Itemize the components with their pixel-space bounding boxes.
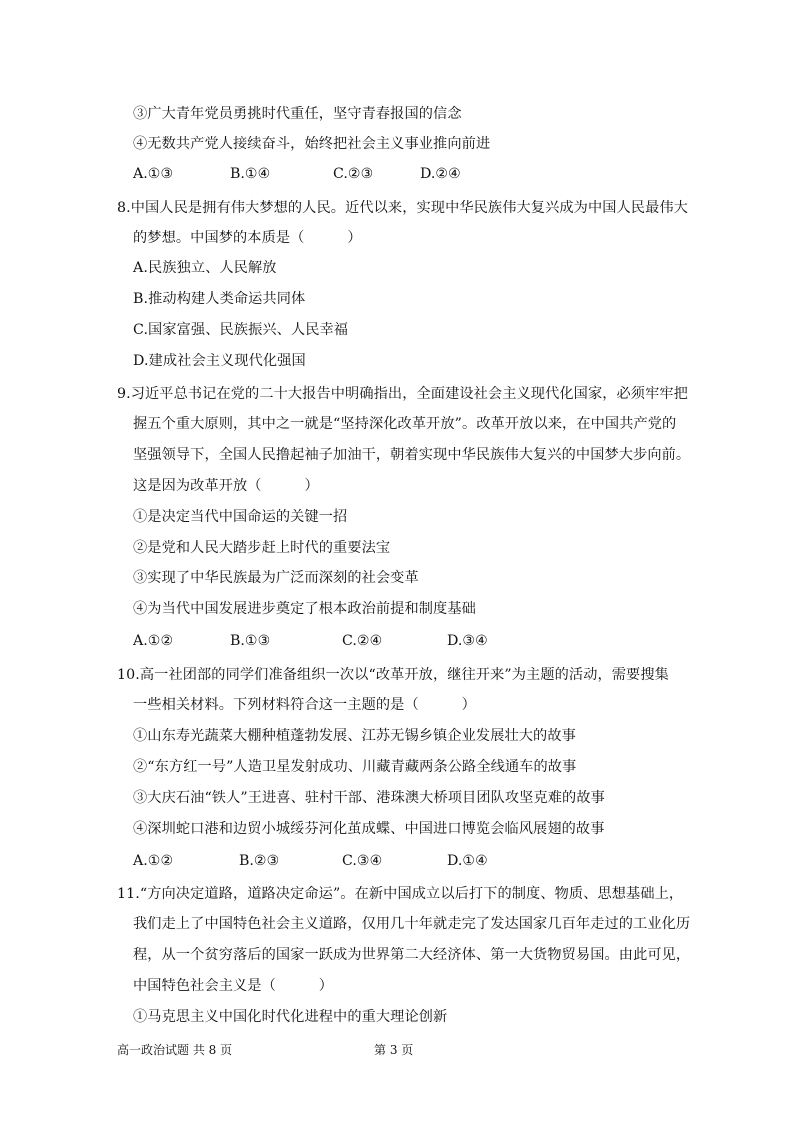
q10-item-2: ②“东方红一号”人造卫星发射成功、川藏青藏两条公路全线通车的故事	[133, 759, 577, 775]
q9-stem-line-3: 坚强领导下，全国人民撸起袖子加油干，朝着实现中华民族伟大复兴的中国梦大步向前。	[133, 447, 691, 463]
q10-stem-line-1: 10.高一社团部的同学们准备组织一次以“改革开放，继往开来”为主题的活动，需要搜集	[117, 667, 669, 683]
q9-option-c: C.②④	[342, 633, 383, 649]
q9-stem-line-4: 这是因为改革开放（ ）	[133, 478, 319, 494]
footer-exam-title: 高一政治试题 共 8 页	[117, 1043, 233, 1057]
q8-choice-b: B.推动构建人类命运共同体	[133, 291, 306, 307]
q10-item-1: ①山东寿光蔬菜大棚种植蓬勃发展、江苏无锡乡镇企业发展壮大的故事	[133, 728, 576, 744]
q7-option-c: C.②③	[333, 166, 374, 182]
q10-option-a: A.①②	[133, 853, 174, 869]
q7-option-b: B.①④	[230, 166, 271, 182]
q11-stem-line-1: 11.“方向决定道路，道路决定命运”。在新中国成立以后打下的制度、物质、思想基础上，	[117, 886, 684, 902]
q10-stem-line-2: 一些相关材料。下列材料符合这一主题的是（ ）	[133, 697, 476, 713]
q11-stem-line-2: 我们走上了中国特色社会主义道路，仅用几十年就走完了发达国家几百年走过的工业化历	[133, 916, 691, 932]
footer-page-number: 第 3 页	[374, 1043, 414, 1057]
q9-option-d: D.③④	[447, 633, 488, 649]
q11-stem-line-4: 中国特色社会主义是（ ）	[133, 978, 334, 994]
q9-item-1: ①是决定当代中国命运的关键一招	[133, 509, 348, 525]
q9-item-3: ③实现了中华民族最为广泛而深刻的社会变革	[133, 570, 419, 586]
q9-item-4: ④为当代中国发展进步奠定了根本政治前提和制度基础	[133, 601, 476, 617]
q7-item-4: ④无数共产党人接续奋斗，始终把社会主义事业推向前进	[133, 136, 491, 152]
q8-choice-c: C.国家富强、民族振兴、人民幸福	[133, 322, 349, 338]
q10-option-b: B.②③	[239, 853, 280, 869]
q10-option-d: D.①④	[447, 853, 488, 869]
q8-stem-line-1: 8.中国人民是拥有伟大梦想的人民。近代以来，实现中华民族伟大复兴成为中国人民最伟大	[117, 200, 688, 216]
q8-choice-a: A.民族独立、人民解放	[133, 260, 277, 276]
q10-item-3: ③大庆石油“铁人”王进喜、驻村干部、港珠澳大桥项目团队攻坚克难的故事	[133, 790, 605, 806]
q11-item-1: ①马克思主义中国化时代化进程中的重大理论创新	[133, 1009, 448, 1025]
q9-item-2: ②是党和人民大踏步赶上时代的重要法宝	[133, 540, 391, 556]
q9-option-a: A.①②	[133, 633, 174, 649]
q8-stem-line-2: 的梦想。中国梦的本质是（ ）	[133, 230, 362, 246]
q7-option-d: D.②④	[420, 166, 461, 182]
q11-stem-line-3: 程，从一个贫穷落后的国家一跃成为世界第二大经济体、第一大货物贸易国。由此可见，	[133, 947, 691, 963]
q7-option-a: A.①③	[133, 166, 174, 182]
q9-stem-line-2: 握五个重大原则，其中之一就是“坚持深化改革开放”。改革开放以来，在中国共产党的	[133, 416, 677, 432]
q7-item-3: ③广大青年党员勇挑时代重任，坚守青春报国的信念	[133, 106, 462, 122]
q10-option-c: C.③④	[342, 853, 383, 869]
q10-item-4: ④深圳蛇口港和边贸小城绥芬河化茧成蝶、中国进口博览会临风展翅的故事	[133, 821, 605, 837]
q9-option-b: B.①③	[230, 633, 271, 649]
q9-stem-line-1: 9.习近平总书记在党的二十大报告中明确指出，全面建设社会主义现代化国家，必须牢牢把	[117, 386, 688, 402]
q8-choice-d: D.建成社会主义现代化强国	[133, 353, 306, 369]
